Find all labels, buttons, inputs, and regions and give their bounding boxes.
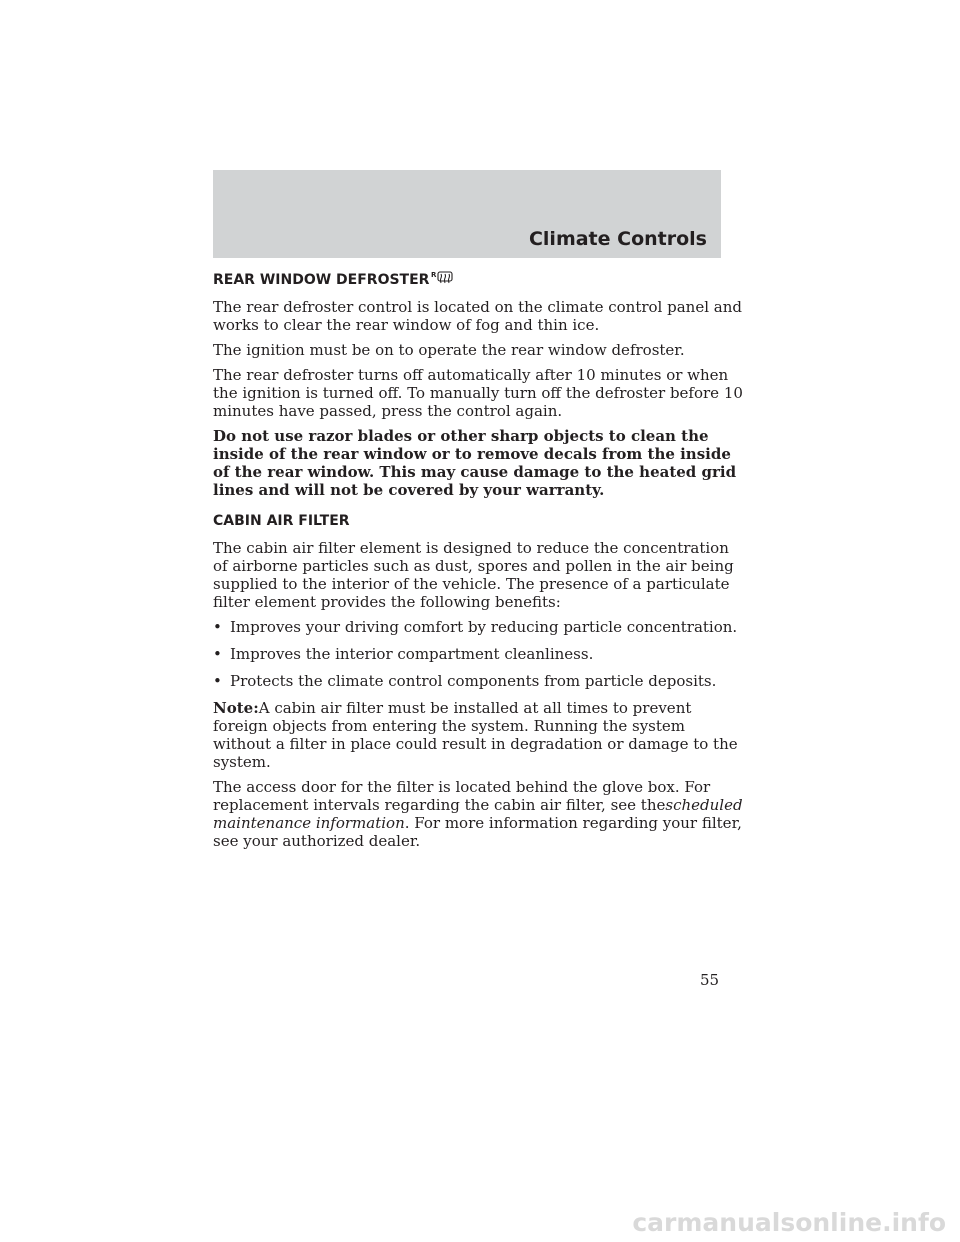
rear-defroster-heading (213, 270, 743, 289)
bullet-icon: • (213, 618, 222, 636)
defroster-paragraph-1: The rear defroster control is located on the climate control panel and works to clear the rear window of fog and thin ice. (213, 298, 742, 334)
defroster-paragraph-3: The rear defroster turns off automatically after 10 minutes or when the ignition is turned off. To manually turn off the defroster before 10 minutes have passed, press the control again. (213, 366, 743, 420)
access-text-start: The access door for the filter is located behind the glove box. For replacement intervals regarding the cabin air filter, see the (213, 778, 711, 814)
list-item-text: Improves the interior compartment cleanliness. (230, 645, 594, 663)
filter-note (213, 699, 743, 771)
note-text: A cabin air filter must be installed at all times to prevent foreign objects from entering the system. Running the system without a filter in place could result in degradation or damage to the system. (213, 699, 738, 771)
bullet-icon: • (213, 645, 222, 663)
defroster-paragraph-2: The ignition must be on to operate the rear window defroster. (213, 341, 685, 359)
page-content (213, 270, 743, 857)
access-text-end: . For more information regarding your filter, see your authorized dealer. (213, 814, 742, 850)
defroster-warning: Do not use razor blades or other sharp objects to clean the inside of the rear window or to remove decals from the inside of the rear window. This may cause damage to the heated grid lines and will not be covered by your warranty. (213, 427, 737, 499)
list-item (213, 645, 743, 663)
list-item (213, 672, 743, 690)
note-label: Note: (213, 699, 259, 717)
svg-text:R: R (431, 271, 437, 279)
page-section-title: Climate Controls (528, 228, 707, 250)
list-item-text: Protects the climate control components from particle deposits. (230, 672, 717, 690)
filter-access-paragraph (213, 778, 743, 850)
cabin-filter-heading: CABIN AIR FILTER (213, 513, 350, 529)
rear-defrost-icon (431, 270, 457, 286)
page-number: 55 (700, 971, 720, 989)
list-item (213, 618, 743, 636)
scheduled-maintenance-reference: scheduled maintenance information (213, 796, 743, 832)
header-band (213, 170, 721, 258)
watermark: carmanualsonline.info (632, 1208, 946, 1237)
bullet-icon: • (213, 672, 222, 690)
list-item-text: Improves your driving comfort by reducing particle concentration. (230, 618, 738, 636)
cabin-filter-intro: The cabin air filter element is designed to reduce the concentration of airborne particles such as dust, spores and pollen in the air being supplied to the interior of the vehicle. The presence of a particulate filter element provides the following benefits: (213, 539, 734, 611)
rear-defroster-heading-text: REAR WINDOW DEFROSTER (213, 272, 430, 288)
